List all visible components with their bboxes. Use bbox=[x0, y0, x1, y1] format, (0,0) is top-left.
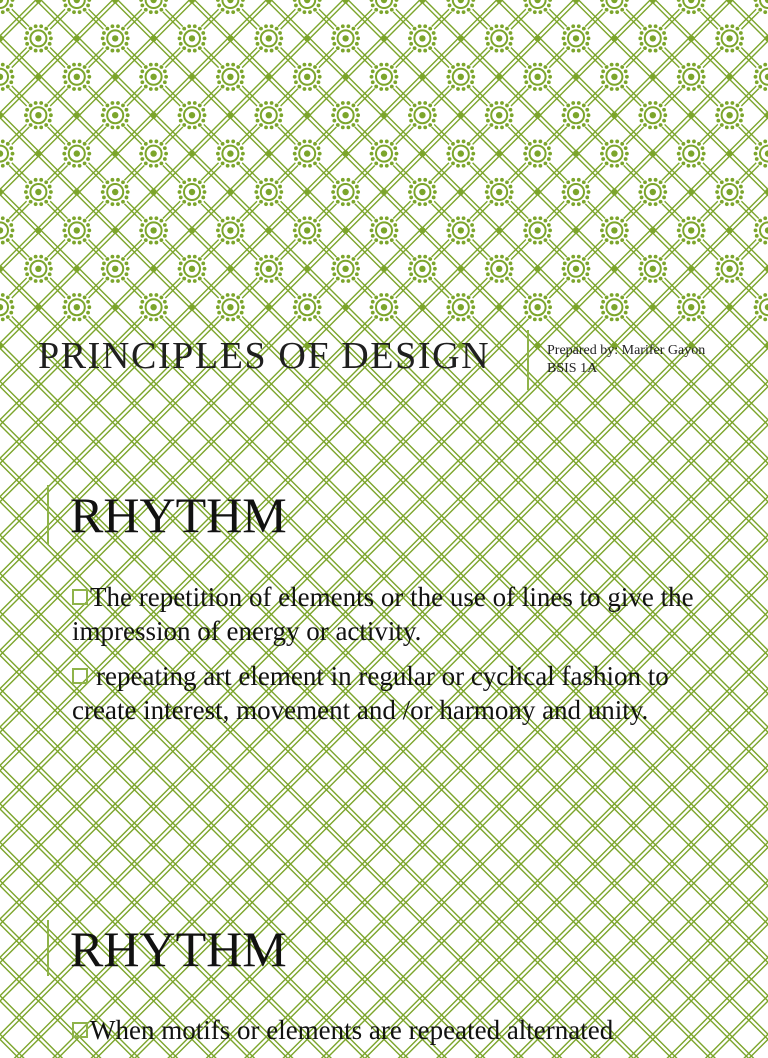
decorative-pattern-banner bbox=[0, 0, 768, 290]
checkbox-bullet-icon bbox=[72, 1022, 88, 1038]
checkbox-bullet-icon bbox=[72, 589, 88, 605]
presentation-title: PRINCIPLES OF DESIGN bbox=[38, 335, 491, 377]
rhythm-slide-1 bbox=[0, 430, 768, 820]
course-text: BSIS 1A bbox=[547, 361, 598, 376]
heading-accent-bar bbox=[47, 920, 49, 976]
bullet-list bbox=[72, 1013, 722, 1058]
bullet-item bbox=[72, 659, 722, 727]
slide-heading: RHYTHM bbox=[70, 921, 287, 977]
bullet-text: When motifs or elements are repeated alternated bbox=[90, 1015, 614, 1045]
slide-heading: RHYTHM bbox=[70, 487, 287, 543]
bullet-item bbox=[72, 1013, 722, 1047]
bullet-text: The repetition of elements or the use of lines to give the impression of energy or activity. bbox=[72, 582, 694, 646]
prepared-by-text: Prepared by: Marifer Gayon bbox=[547, 343, 706, 358]
bullet-text: repeating art element in regular or cyclical fashion to create interest, movement and /or harmony and unity. bbox=[72, 661, 669, 725]
bullet-item bbox=[72, 580, 722, 648]
bullet-list bbox=[72, 580, 722, 738]
heading-accent-bar bbox=[47, 485, 49, 545]
title-slide bbox=[0, 290, 768, 430]
title-divider bbox=[527, 330, 529, 390]
checkbox-bullet-icon bbox=[72, 668, 88, 684]
credit-block bbox=[547, 342, 705, 378]
rhythm-slide-2 bbox=[0, 900, 768, 1045]
